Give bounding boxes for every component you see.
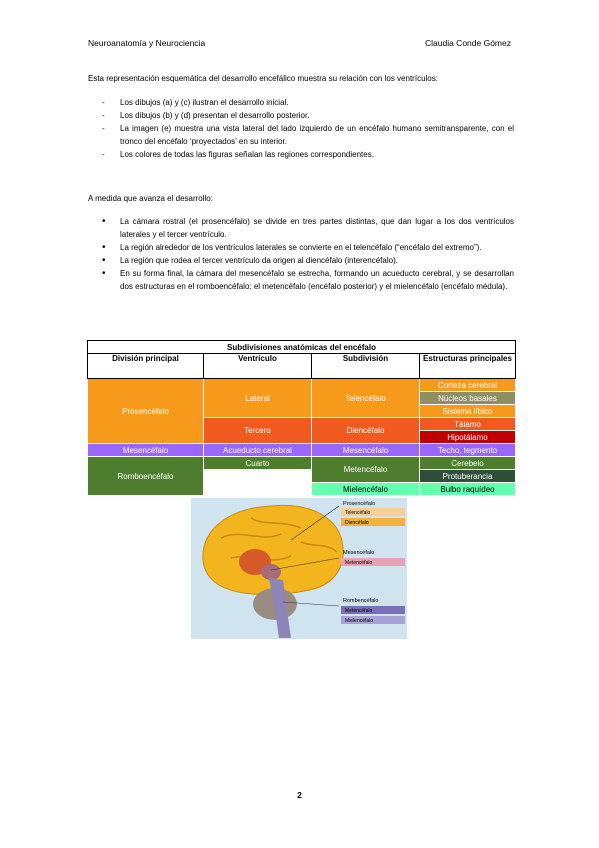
label-metencefalo-pink: Metencéfalo [345, 560, 373, 566]
list-item: - Los dibujos (b) y (d) presentan el desarrollo posterior. [88, 109, 514, 122]
list-item: • La región que rodea el tercer ventrículo da origen al diencéfalo (interencéfalo). [88, 254, 514, 267]
label-prosencefalo: Prosencéfalo [343, 501, 376, 507]
cell-hipotalamo: Hipotálamo [420, 431, 516, 444]
subdivisions-table [87, 340, 516, 496]
label-mielencefalo: Mielencéfalo [345, 618, 374, 624]
cell-telencefalo: Telencéfalo [312, 379, 420, 418]
label-rombencefalo: Rombencéfalo [343, 598, 379, 604]
cell-limbico: Sistema líbico [420, 405, 516, 418]
cell-tercero: Tercero [204, 418, 312, 444]
header-left: Neuroanatomía y Neurociencia [88, 38, 206, 48]
list-item: - Los dibujos (a) y (c) ilustran el desarrollo inicial. [88, 96, 514, 109]
cell-corteza: Corteza cerebral [420, 379, 516, 392]
label-metencefalo: Metencéfalo [345, 608, 373, 614]
intro-paragraph: Esta representación esquemática del desarrollo encefálico muestra su relación con los ventrículos: [88, 74, 438, 83]
table-header: Estructuras principales [420, 354, 516, 379]
page-number: 2 [297, 790, 302, 800]
list-item: - La imagen (e) muestra una vista lateral del lado izquierdo de un encéfalo humano semitransparente, con el tronco del encéfalo ‘proyectados’ en su interior. [88, 122, 514, 148]
cell-romboencefalo: Romboencéfalo [88, 457, 204, 496]
label-diencefalo: Diencéfalo [345, 520, 369, 526]
cell-protuberancia: Protuberancia [420, 470, 516, 483]
cell-talamo: Tálamo [420, 418, 516, 431]
cell-lateral: Lateral [204, 379, 312, 418]
cell-cerebelo: Cerebelo [420, 457, 516, 470]
midbrain-shape [261, 564, 281, 580]
cell-mesencefalo: Mesencéfalo [88, 444, 204, 457]
list-item: - Los colores de todas las figuras señalan las regiones correspondientes. [88, 148, 514, 161]
cell-diencefalo: Diencéfalo [312, 418, 420, 444]
table-header: Subdivisión [312, 354, 420, 379]
brain-figure [191, 498, 407, 639]
table-header: División principal [88, 354, 204, 379]
list-item: • La región alrededor de los ventrículos laterales se convierte en el telencéfalo (“encéfalo del extremo”). [88, 241, 514, 254]
cell-prosencefalo: Prosencéfalo [88, 379, 204, 444]
cell-mielencefalo: Mielencéfalo [312, 483, 420, 496]
cell-techo: Techo, tegmento [420, 444, 516, 457]
label-mesencefalo: Mesencéfalo [343, 550, 375, 556]
cell-cuarto: Cuarto [204, 457, 312, 470]
cell-metencefalo: Metencéfalo [312, 457, 420, 483]
cell-acueducto: Acueducto cerebral [204, 444, 312, 457]
table-header: Ventrículo [204, 354, 312, 379]
header-right: Claudia Conde Gómez [425, 38, 511, 48]
label-telencefalo: Telencéfalo [345, 510, 371, 516]
dash-list [88, 96, 514, 161]
cell-mesencefalo-sub: Mesencéfalo [312, 444, 420, 457]
section-heading: A medida que avanza el desarrollo: [88, 194, 213, 203]
cell-empty [204, 470, 312, 496]
cell-bulbo: Bulbo raquídeo [420, 483, 516, 496]
list-item: • En su forma final, la cámara del mesencéfalo se estrecha, formando un acueducto cerebral, y se desarrollan dos estructuras en el romboencéfalo: el metencéfalo (encéfalo posterior) y el mielencéfalo (encéfalo médula). [88, 267, 514, 293]
cell-nucleos: Núcleos basales [420, 392, 516, 405]
bullet-list [88, 215, 514, 293]
list-item: • La cámara rostral (el prosencéfalo) se divide en tres partes distintas, que dan lugar a los dos ventrículos laterales y el tercer ventrículo. [88, 215, 514, 241]
table-title: Subdivisiones anatómicas del encéfalo [88, 341, 516, 354]
